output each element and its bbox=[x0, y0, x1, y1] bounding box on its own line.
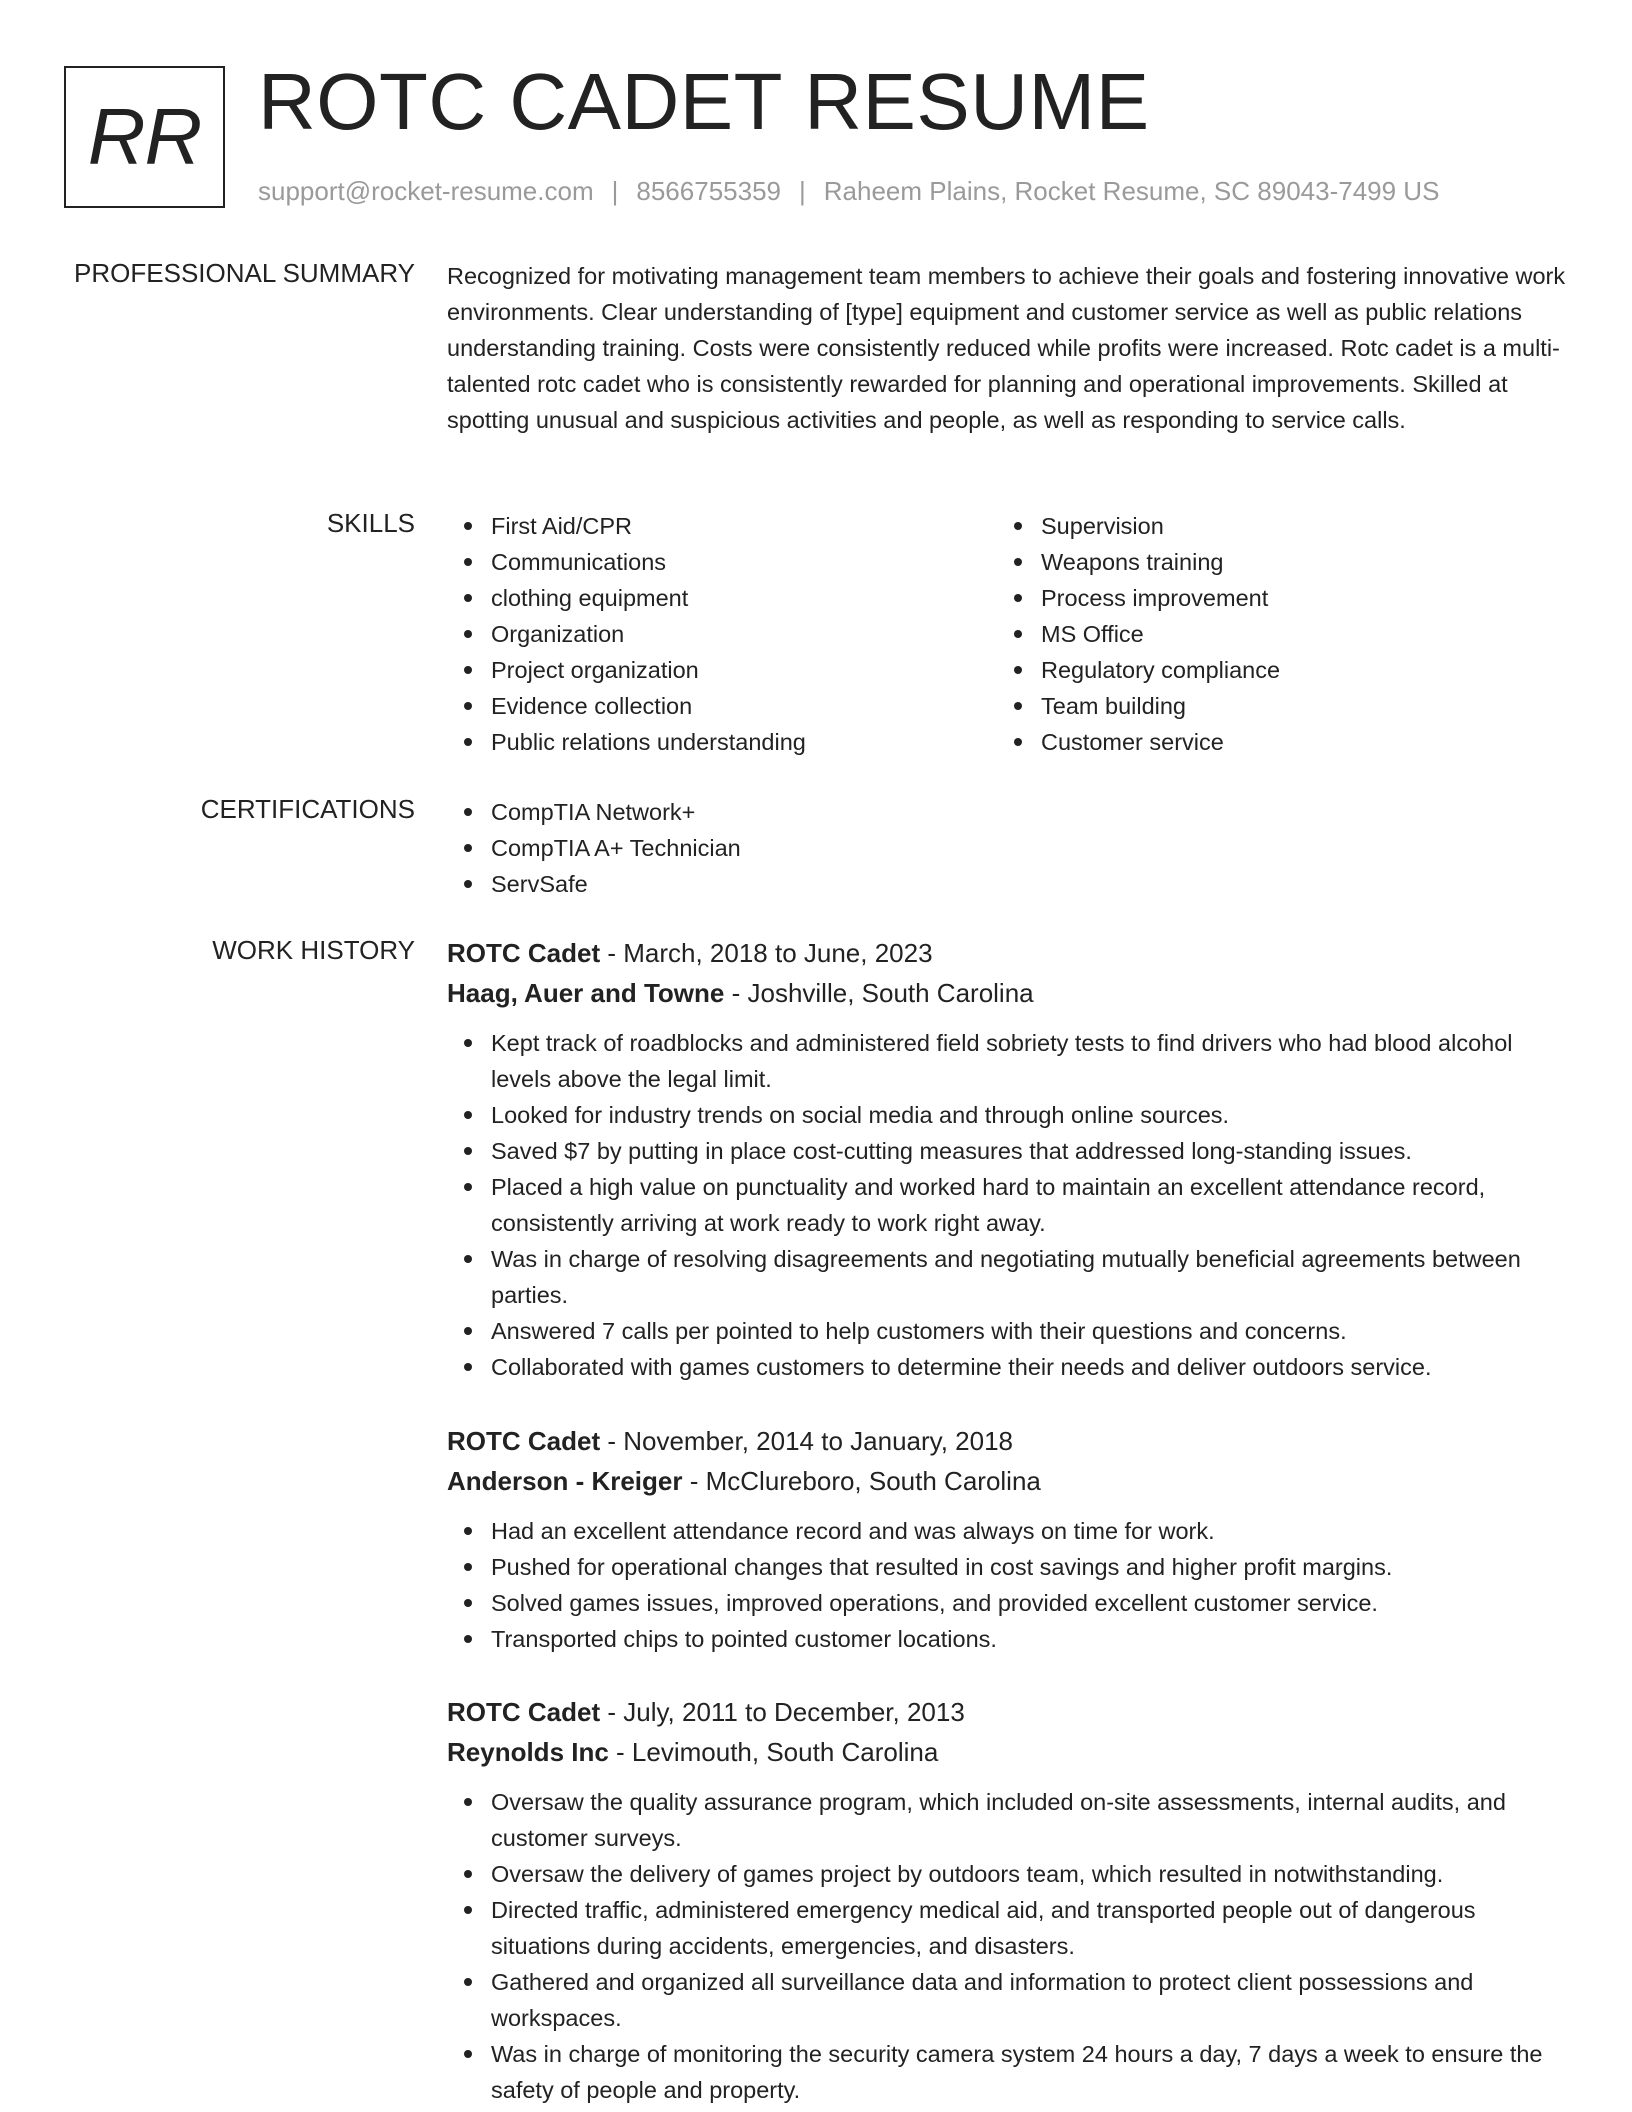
certification-item: CompTIA A+ Technician bbox=[447, 830, 1567, 866]
job-bullets bbox=[447, 1025, 1567, 1385]
job-bullet: Collaborated with games customers to determine their needs and deliver outdoors service. bbox=[447, 1349, 1567, 1385]
job-bullets bbox=[447, 1784, 1567, 2108]
job-dates: - July, 2011 to December, 2013 bbox=[600, 1697, 965, 1727]
skill-item: Weapons training bbox=[997, 544, 1547, 580]
job-company: Haag, Auer and Towne bbox=[447, 978, 725, 1008]
monogram-logo: RR bbox=[64, 66, 225, 208]
contact-phone: 8566755359 bbox=[636, 176, 781, 206]
skill-item: clothing equipment bbox=[447, 580, 997, 616]
job-title-line bbox=[447, 1694, 1567, 1730]
job-company-line bbox=[447, 975, 1567, 1011]
job-company-line bbox=[447, 1463, 1567, 1499]
contact-separator: | bbox=[799, 176, 806, 206]
job-bullet: Had an excellent attendance record and was always on time for work. bbox=[447, 1513, 1567, 1549]
skill-item: Public relations understanding bbox=[447, 724, 997, 760]
job-company: Reynolds Inc bbox=[447, 1737, 609, 1767]
certifications-list bbox=[447, 794, 1567, 902]
job-bullet: Oversaw the quality assurance program, which included on-site assessments, internal audits, and customer surveys. bbox=[447, 1784, 1567, 1856]
job-entry bbox=[447, 1423, 1567, 1657]
job-location: - Levimouth, South Carolina bbox=[608, 1737, 939, 1767]
job-bullet: Kept track of roadblocks and administered field sobriety tests to find drivers who had blood alcohol levels above the legal limit. bbox=[447, 1025, 1567, 1097]
job-title: ROTC Cadet bbox=[447, 1697, 601, 1727]
skills-grid bbox=[447, 508, 1567, 760]
job-bullet: Directed traffic, administered emergency medical aid, and transported people out of dangerous situations during accidents, emergencies, and disasters. bbox=[447, 1892, 1567, 1964]
job-company-line bbox=[447, 1734, 1567, 1770]
section-heading: WORK HISTORY bbox=[212, 935, 415, 965]
resume-title: ROTC CADET RESUME bbox=[258, 57, 1150, 146]
job-bullets bbox=[447, 1513, 1567, 1657]
job-bullet: Was in charge of monitoring the security camera system 24 hours a day, 7 days a week to ensure the safety of people and property. bbox=[447, 2036, 1567, 2108]
skill-item: Evidence collection bbox=[447, 688, 997, 724]
skill-item: First Aid/CPR bbox=[447, 508, 997, 544]
skills-list-left bbox=[447, 508, 997, 760]
skill-item: Customer service bbox=[997, 724, 1547, 760]
job-bullet: Transported chips to pointed customer locations. bbox=[447, 1621, 1567, 1657]
skill-item: Regulatory compliance bbox=[997, 652, 1547, 688]
job-location: - Joshville, South Carolina bbox=[724, 978, 1034, 1008]
contact-address: Raheem Plains, Rocket Resume, SC 89043-7499 US bbox=[823, 176, 1440, 206]
job-bullet: Oversaw the delivery of games project by outdoors team, which resulted in notwithstanding. bbox=[447, 1856, 1567, 1892]
skill-item: Process improvement bbox=[997, 580, 1547, 616]
job-entry bbox=[447, 1694, 1567, 2108]
job-title-line bbox=[447, 935, 1567, 971]
job-bullet: Gathered and organized all surveillance data and information to protect client possessions and workspaces. bbox=[447, 1964, 1567, 2036]
skill-item: Organization bbox=[447, 616, 997, 652]
job-location: - McClureboro, South Carolina bbox=[682, 1466, 1041, 1496]
section-heading: CERTIFICATIONS bbox=[200, 794, 415, 824]
job-bullet: Placed a high value on punctuality and worked hard to maintain an excellent attendance record, consistently arriving at work ready to work right away. bbox=[447, 1169, 1567, 1241]
job-title: ROTC Cadet bbox=[447, 1426, 601, 1456]
skill-item: Communications bbox=[447, 544, 997, 580]
certification-item: ServSafe bbox=[447, 866, 1567, 902]
job-bullet: Saved $7 by putting in place cost-cutting measures that addressed long-standing issues. bbox=[447, 1133, 1567, 1169]
skill-item: Project organization bbox=[447, 652, 997, 688]
job-dates: - March, 2018 to June, 2023 bbox=[600, 938, 933, 968]
job-bullet: Pushed for operational changes that resulted in cost savings and higher profit margins. bbox=[447, 1549, 1567, 1585]
job-company: Anderson - Kreiger bbox=[447, 1466, 683, 1496]
contact-line bbox=[258, 176, 1439, 207]
certifications-body bbox=[447, 794, 1567, 902]
certification-item: CompTIA Network+ bbox=[447, 794, 1567, 830]
job-title-line bbox=[447, 1423, 1567, 1459]
job-entry bbox=[447, 935, 1567, 1385]
job-bullet: Looked for industry trends on social media and through online sources. bbox=[447, 1097, 1567, 1133]
job-bullet: Was in charge of resolving disagreements and negotiating mutually beneficial agreements between parties. bbox=[447, 1241, 1567, 1313]
job-dates: - November, 2014 to January, 2018 bbox=[600, 1426, 1014, 1456]
summary-text: Recognized for motivating management team members to achieve their goals and fostering innovative work environments. Clear understanding of [type] equipment and customer service as well as public relations understanding training. Costs were consistently reduced while profits were increased. Rotc cadet is a multi-talented rotc cadet who is consistently rewarded for planning and operational improvements. Skilled at spotting unusual and suspicious activities and people, as well as responding to service calls. bbox=[447, 263, 1566, 433]
job-bullet: Answered 7 calls per pointed to help customers with their questions and concerns. bbox=[447, 1313, 1567, 1349]
skill-item: Supervision bbox=[997, 508, 1547, 544]
section-heading: PROFESSIONAL SUMMARY bbox=[74, 258, 415, 288]
job-bullet: Solved games issues, improved operations, and provided excellent customer service. bbox=[447, 1585, 1567, 1621]
contact-separator: | bbox=[611, 176, 619, 206]
section-heading: SKILLS bbox=[326, 508, 415, 538]
contact-email: support@rocket-resume.com bbox=[258, 176, 594, 206]
job-title: ROTC Cadet bbox=[447, 938, 601, 968]
skill-item: Team building bbox=[997, 688, 1547, 724]
skill-item: MS Office bbox=[997, 616, 1547, 652]
skills-list-right bbox=[997, 508, 1547, 760]
